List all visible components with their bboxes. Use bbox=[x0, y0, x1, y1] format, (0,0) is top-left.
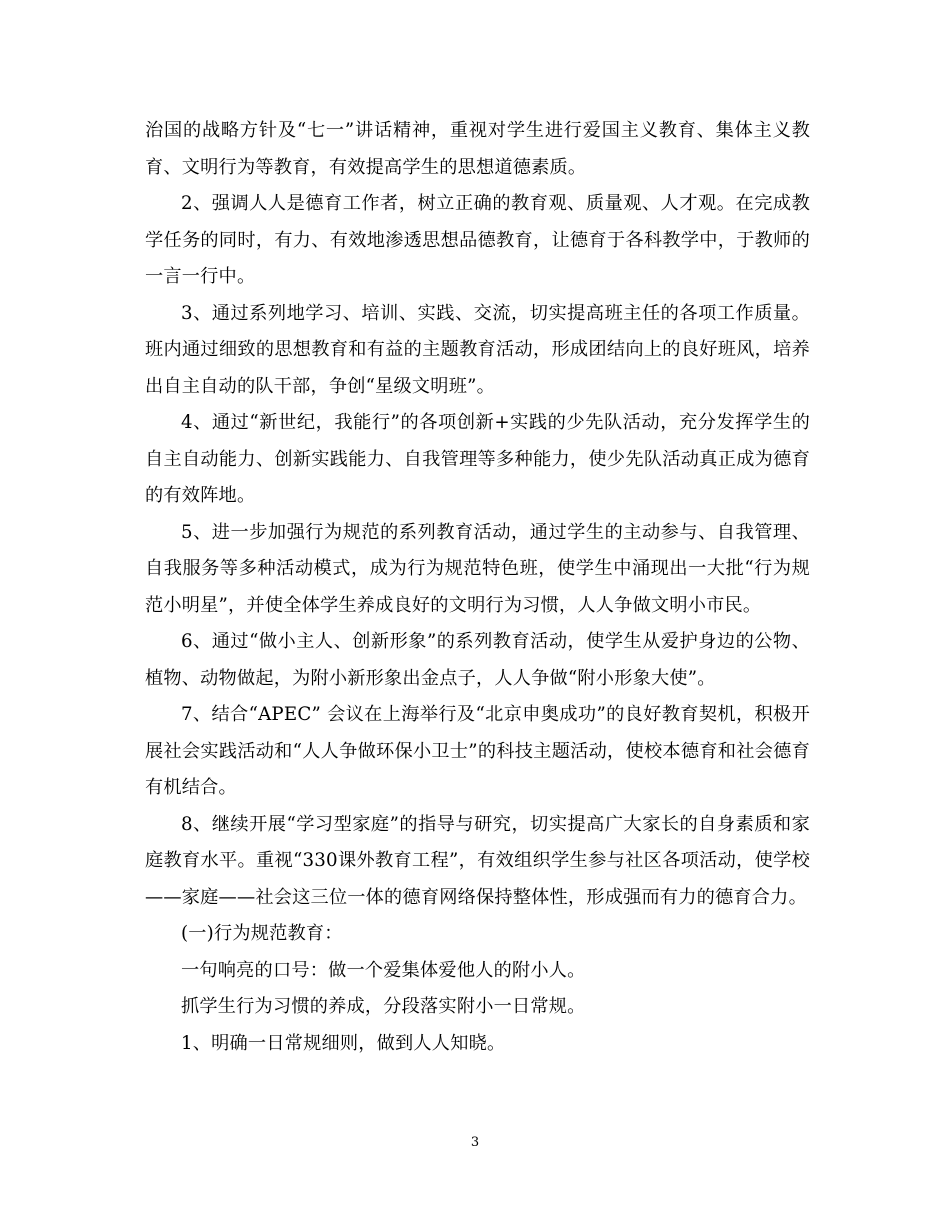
paragraph: 4、通过“新世纪，我能行”的各项创新+实践的少先队活动，充分发挥学生的自主自动能力、创新实践能力、自我管理等多种能力，使少先队活动真正成为德育的有效阵地。 bbox=[145, 412, 810, 506]
paragraph: 一句响亮的口号：做一个爱集体爱他人的附小人。 bbox=[181, 959, 586, 981]
paragraph: 抓学生行为习惯的养成，分段落实附小一日常规。 bbox=[181, 996, 586, 1017]
body-text bbox=[145, 113, 810, 1062]
page-number: 3 bbox=[470, 1135, 480, 1150]
section-heading: (一)行为规范教育： bbox=[181, 923, 343, 944]
paragraph: 1、明确一日常规细则，做到人人知晓。 bbox=[181, 1032, 506, 1054]
paragraph: 2、强调人人是德育工作者，树立正确的教育观、质量观、人才观。在完成教学任务的同时，有力、有效地渗透思想品德教育，让德育于各科教学中，于教师的一言一行中。 bbox=[145, 193, 810, 287]
paragraph: 5、进一步加强行为规范的系列教育活动，通过学生的主动参与、自我管理、自我服务等多种活动模式，成为行为规范特色班，使学生中涌现出一大批“行为规范小明星”，并使全体学生养成良好的文明行为习惯，人人争做文明小市民。 bbox=[145, 521, 810, 616]
paragraph: 6、通过“做小主人、创新形象”的系列教育活动，使学生从爱护身边的公物、植物、动物做起，为附小新形象出金点子，人人争做“附小形象大使”。 bbox=[145, 631, 810, 689]
paragraph: 3、通过系列地学习、培训、实践、交流，切实提高班主任的各项工作质量。班内通过细致的思想教育和有益的主题教育活动，形成团结向上的良好班风，培养出自主自动的队干部，争创“星级文明班”。 bbox=[145, 302, 810, 397]
paragraph: 治国的战略方针及“七一”讲话精神，重视对学生进行爱国主义教育、集体主义教育、文明行为等教育，有效提高学生的思想道德素质。 bbox=[145, 120, 810, 178]
paragraph: 8、继续开展“学习型家庭”的指导与研究，切实提高广大家长的自身素质和家庭教育水平。重视“330课外教育工程”，有效组织学生参与社区各项活动，使学校——家庭——社会这三位一体的德育网络保持整体性，形成强而有力的德育合力。 bbox=[145, 813, 810, 908]
paragraph: 7、结合“APEC” 会议在上海举行及“北京申奥成功”的良好教育契机，积极开展社会实践活动和“人人争做环保小卫士”的科技主题活动，使校本德育和社会德育有机结合。 bbox=[145, 704, 810, 798]
